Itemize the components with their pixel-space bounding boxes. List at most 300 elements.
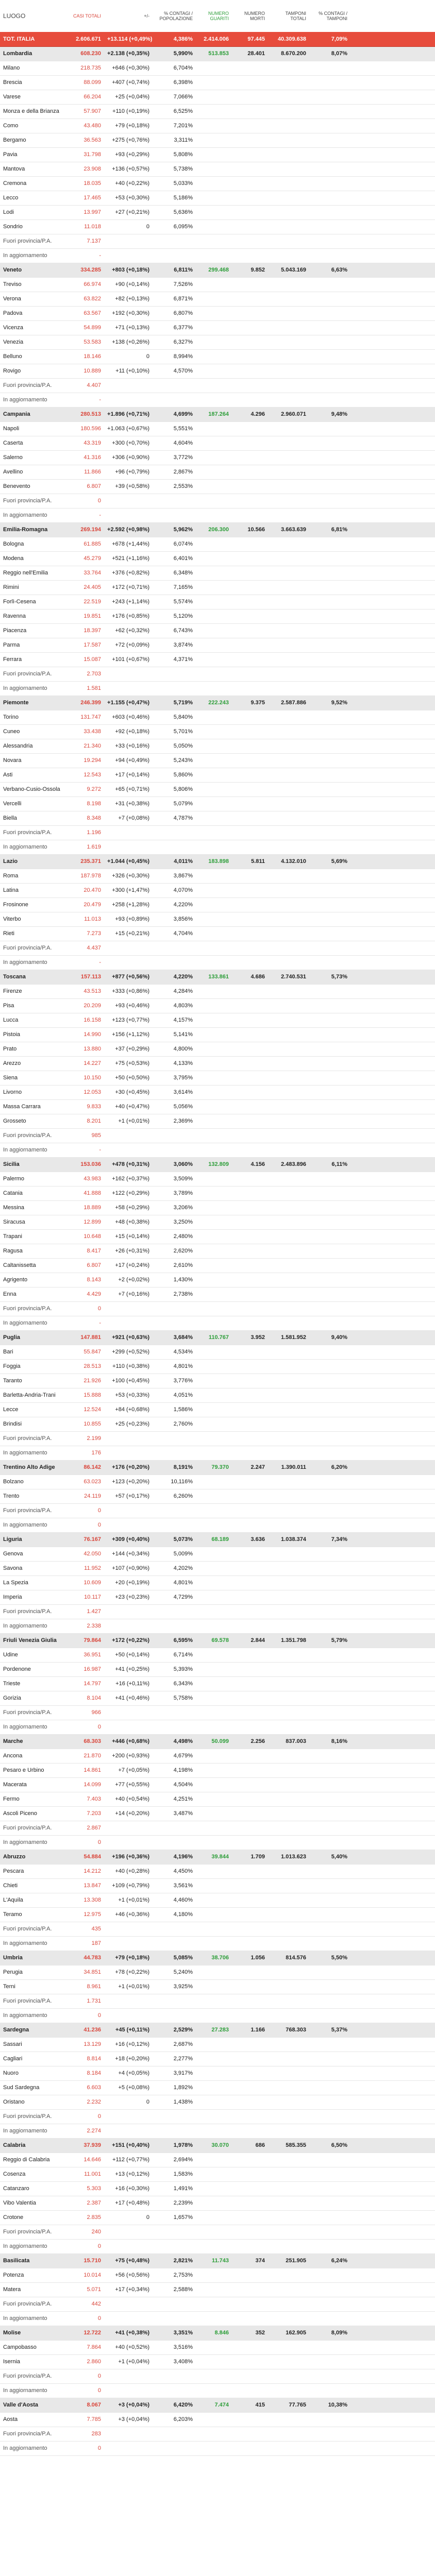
cell-contagi-popolazione bbox=[153, 1821, 196, 1835]
cell-contagi-tamponi bbox=[309, 2196, 350, 2210]
cell-morti bbox=[232, 364, 268, 378]
cell-luogo: In aggiornamento bbox=[0, 1720, 61, 1734]
cell-guariti bbox=[196, 320, 232, 335]
cell-guariti bbox=[196, 1143, 232, 1157]
table-row bbox=[0, 234, 435, 248]
table-row bbox=[0, 133, 435, 147]
cell-contagi-tamponi bbox=[309, 1503, 350, 1518]
cell-delta: +4 (+0,05%) bbox=[104, 2066, 153, 2080]
table-row bbox=[0, 292, 435, 306]
cell-empty bbox=[350, 1143, 396, 1157]
cell-empty bbox=[396, 1951, 435, 1965]
cell-contagi-tamponi bbox=[309, 277, 350, 292]
cell-guariti bbox=[196, 2181, 232, 2196]
cell-guariti bbox=[196, 508, 232, 522]
cell-luogo: Bologna bbox=[0, 537, 61, 551]
cell-luogo: TOT. ITALIA bbox=[0, 32, 61, 46]
cell-empty bbox=[396, 2412, 435, 2427]
cell-tamponi-totali: 585.355 bbox=[268, 2138, 309, 2153]
cell-empty bbox=[396, 1893, 435, 1907]
cell-guariti bbox=[196, 219, 232, 234]
cell-tamponi-totali bbox=[268, 652, 309, 667]
cell-casi-totali: 41.888 bbox=[61, 1186, 104, 1200]
cell-guariti bbox=[196, 1792, 232, 1806]
cell-morti bbox=[232, 1619, 268, 1633]
cell-casi-totali: 13.129 bbox=[61, 2037, 104, 2052]
cell-delta bbox=[104, 2124, 153, 2138]
cell-contagi-popolazione bbox=[153, 2008, 196, 2023]
cell-tamponi-totali: 40.309.638 bbox=[268, 32, 309, 46]
cell-luogo: L'Aquila bbox=[0, 1893, 61, 1907]
cell-tamponi-totali bbox=[268, 2340, 309, 2354]
cell-delta: +300 (+1,47%) bbox=[104, 883, 153, 897]
cell-luogo: Padova bbox=[0, 306, 61, 320]
region-row bbox=[0, 2023, 435, 2037]
cell-empty bbox=[350, 970, 396, 984]
cell-morti bbox=[232, 1907, 268, 1922]
cell-contagi-popolazione: 8,191% bbox=[153, 1460, 196, 1475]
cell-morti bbox=[232, 176, 268, 191]
cell-contagi-tamponi bbox=[309, 1301, 350, 1316]
cell-contagi-tamponi: 5,50% bbox=[309, 1951, 350, 1965]
cell-contagi-tamponi bbox=[309, 1691, 350, 1705]
cell-empty bbox=[350, 2210, 396, 2225]
cell-delta: +82 (+0,13%) bbox=[104, 292, 153, 306]
cell-contagi-tamponi bbox=[309, 2427, 350, 2441]
cell-empty bbox=[350, 349, 396, 364]
cell-contagi-tamponi bbox=[309, 1489, 350, 1503]
cell-morti bbox=[232, 277, 268, 292]
cell-guariti bbox=[196, 926, 232, 941]
cell-contagi-popolazione: 3,874% bbox=[153, 638, 196, 652]
cell-delta bbox=[104, 955, 153, 970]
cell-contagi-tamponi bbox=[309, 1128, 350, 1143]
cell-delta bbox=[104, 494, 153, 508]
cell-luogo: Modena bbox=[0, 551, 61, 566]
cell-casi-totali: 280.513 bbox=[61, 407, 104, 421]
cell-casi-totali: 15.888 bbox=[61, 1388, 104, 1402]
cell-tamponi-totali bbox=[268, 566, 309, 580]
table-row bbox=[0, 1965, 435, 1979]
cell-empty bbox=[396, 2441, 435, 2455]
cell-luogo: In aggiornamento bbox=[0, 2124, 61, 2138]
cell-delta: +1.896 (+0,71%) bbox=[104, 407, 153, 421]
cell-contagi-tamponi: 6,63% bbox=[309, 263, 350, 277]
region-row bbox=[0, 1330, 435, 1345]
cell-delta: +162 (+0,37%) bbox=[104, 1172, 153, 1186]
cell-guariti bbox=[196, 1056, 232, 1071]
cell-contagi-tamponi bbox=[309, 984, 350, 998]
cell-contagi-tamponi bbox=[309, 1186, 350, 1200]
cell-luogo: Rovigo bbox=[0, 364, 61, 378]
cell-empty bbox=[350, 421, 396, 436]
cell-guariti bbox=[196, 2109, 232, 2124]
cell-contagi-tamponi bbox=[309, 1446, 350, 1460]
cell-empty bbox=[396, 2311, 435, 2326]
cell-contagi-popolazione bbox=[153, 667, 196, 681]
cell-tamponi-totali bbox=[268, 1172, 309, 1186]
cell-contagi-tamponi bbox=[309, 1907, 350, 1922]
cell-empty bbox=[396, 2095, 435, 2109]
region-row bbox=[0, 696, 435, 710]
table-row bbox=[0, 1907, 435, 1922]
cell-guariti bbox=[196, 2282, 232, 2297]
cell-contagi-popolazione: 3,516% bbox=[153, 2340, 196, 2354]
cell-luogo: Sardegna bbox=[0, 2023, 61, 2037]
cell-tamponi-totali bbox=[268, 133, 309, 147]
cell-contagi-tamponi: 6,50% bbox=[309, 2138, 350, 2153]
cell-contagi-tamponi bbox=[309, 782, 350, 796]
cell-delta: 0 bbox=[104, 219, 153, 234]
cell-luogo: Lazio bbox=[0, 854, 61, 869]
cell-empty bbox=[396, 2138, 435, 2153]
cell-tamponi-totali bbox=[268, 479, 309, 494]
cell-contagi-tamponi bbox=[309, 219, 350, 234]
cell-luogo: Aosta bbox=[0, 2412, 61, 2427]
cell-guariti bbox=[196, 133, 232, 147]
cell-delta: +26 (+0,31%) bbox=[104, 1244, 153, 1258]
cell-empty bbox=[396, 1777, 435, 1792]
cell-delta: +101 (+0,67%) bbox=[104, 652, 153, 667]
cell-casi-totali: 435 bbox=[61, 1922, 104, 1936]
cell-empty bbox=[396, 1200, 435, 1215]
cell-guariti bbox=[196, 277, 232, 292]
cell-contagi-tamponi bbox=[309, 306, 350, 320]
cell-luogo: In aggiornamento bbox=[0, 1316, 61, 1330]
cell-empty bbox=[396, 1388, 435, 1402]
cell-morti bbox=[232, 1893, 268, 1907]
cell-empty bbox=[350, 2052, 396, 2066]
cell-contagi-popolazione: 4,180% bbox=[153, 1907, 196, 1922]
cell-luogo: Brindisi bbox=[0, 1417, 61, 1431]
cell-empty bbox=[396, 1547, 435, 1561]
cell-contagi-popolazione: 3,795% bbox=[153, 1071, 196, 1085]
cell-luogo: Livorno bbox=[0, 1085, 61, 1099]
cell-luogo: Avellino bbox=[0, 465, 61, 479]
cell-casi-totali: 240 bbox=[61, 2225, 104, 2239]
cell-empty bbox=[396, 2153, 435, 2167]
cell-luogo: Venezia bbox=[0, 335, 61, 349]
cell-casi-totali: 14.227 bbox=[61, 1056, 104, 1071]
cell-empty bbox=[350, 2297, 396, 2311]
cell-casi-totali: 2.860 bbox=[61, 2354, 104, 2369]
cell-contagi-popolazione bbox=[153, 1994, 196, 2008]
table-row bbox=[0, 436, 435, 450]
cell-contagi-popolazione: 4,679% bbox=[153, 1749, 196, 1763]
cell-contagi-popolazione: 5,990% bbox=[153, 46, 196, 61]
cell-casi-totali: 8.184 bbox=[61, 2066, 104, 2080]
cell-casi-totali: 53.583 bbox=[61, 335, 104, 349]
cell-guariti bbox=[196, 941, 232, 955]
cell-casi-totali: 55.847 bbox=[61, 1345, 104, 1359]
cell-delta: +112 (+0,77%) bbox=[104, 2153, 153, 2167]
cell-delta: +16 (+0,11%) bbox=[104, 1676, 153, 1691]
cell-guariti bbox=[196, 551, 232, 566]
cell-empty bbox=[350, 623, 396, 638]
cell-empty bbox=[350, 1850, 396, 1864]
cell-guariti bbox=[196, 1705, 232, 1720]
cell-delta: +13 (+0,12%) bbox=[104, 2167, 153, 2181]
cell-empty bbox=[350, 1085, 396, 1099]
cell-guariti bbox=[196, 2008, 232, 2023]
cell-tamponi-totali bbox=[268, 912, 309, 926]
cell-contagi-tamponi bbox=[309, 1099, 350, 1114]
table-header bbox=[0, 0, 435, 32]
table-row bbox=[0, 1590, 435, 1604]
cell-delta: +48 (+0,38%) bbox=[104, 1215, 153, 1229]
cell-casi-totali: 0 bbox=[61, 1720, 104, 1734]
cell-delta bbox=[104, 840, 153, 854]
cell-luogo: Trieste bbox=[0, 1676, 61, 1691]
cell-luogo: Genova bbox=[0, 1547, 61, 1561]
cell-morti bbox=[232, 234, 268, 248]
cell-contagi-tamponi bbox=[309, 508, 350, 522]
table-row bbox=[0, 1749, 435, 1763]
cell-delta: +478 (+0,31%) bbox=[104, 1157, 153, 1172]
cell-guariti bbox=[196, 1287, 232, 1301]
cell-morti bbox=[232, 2196, 268, 2210]
cell-tamponi-totali bbox=[268, 1186, 309, 1200]
table-row bbox=[0, 1922, 435, 1936]
table-row bbox=[0, 1301, 435, 1316]
region-row bbox=[0, 46, 435, 61]
cell-contagi-tamponi bbox=[309, 2153, 350, 2167]
cell-morti bbox=[232, 1085, 268, 1099]
cell-empty bbox=[396, 205, 435, 219]
region-row bbox=[0, 1157, 435, 1172]
cell-morti bbox=[232, 782, 268, 796]
cell-contagi-popolazione: 3,789% bbox=[153, 1186, 196, 1200]
cell-empty bbox=[350, 465, 396, 479]
cell-tamponi-totali bbox=[268, 1417, 309, 1431]
cell-morti bbox=[232, 1475, 268, 1489]
cell-contagi-popolazione bbox=[153, 2239, 196, 2253]
cell-empty bbox=[396, 796, 435, 811]
cell-guariti bbox=[196, 811, 232, 825]
cell-guariti bbox=[196, 1965, 232, 1979]
cell-morti bbox=[232, 2109, 268, 2124]
cell-luogo: Fuori provincia/P.A. bbox=[0, 1821, 61, 1835]
table-row bbox=[0, 2354, 435, 2369]
cell-casi-totali: 0 bbox=[61, 2369, 104, 2383]
cell-empty bbox=[396, 1431, 435, 1446]
cell-contagi-popolazione: 3,867% bbox=[153, 869, 196, 883]
cell-empty bbox=[396, 46, 435, 61]
cell-empty bbox=[350, 652, 396, 667]
cell-contagi-tamponi: 6,20% bbox=[309, 1460, 350, 1475]
cell-delta: +258 (+1,28%) bbox=[104, 897, 153, 912]
cell-contagi-popolazione: 7,165% bbox=[153, 580, 196, 595]
cell-contagi-tamponi bbox=[309, 941, 350, 955]
cell-casi-totali: 36.563 bbox=[61, 133, 104, 147]
cell-guariti bbox=[196, 739, 232, 753]
cell-guariti bbox=[196, 566, 232, 580]
cell-empty bbox=[350, 782, 396, 796]
cell-contagi-popolazione: 4,460% bbox=[153, 1893, 196, 1907]
cell-morti bbox=[232, 941, 268, 955]
cell-contagi-popolazione: 6,095% bbox=[153, 219, 196, 234]
table-row bbox=[0, 2210, 435, 2225]
cell-tamponi-totali: 2.483.896 bbox=[268, 1157, 309, 1172]
cell-delta: +2.138 (+0,35%) bbox=[104, 46, 153, 61]
cell-delta: +50 (+0,14%) bbox=[104, 1648, 153, 1662]
cell-tamponi-totali bbox=[268, 580, 309, 595]
cell-empty bbox=[396, 869, 435, 883]
cell-casi-totali: 22.519 bbox=[61, 595, 104, 609]
cell-contagi-tamponi: 5,37% bbox=[309, 2023, 350, 2037]
cell-contagi-tamponi bbox=[309, 1619, 350, 1633]
table-row bbox=[0, 1027, 435, 1042]
cell-delta bbox=[104, 1503, 153, 1518]
cell-guariti: 133.861 bbox=[196, 970, 232, 984]
cell-delta: +1.155 (+0,47%) bbox=[104, 696, 153, 710]
cell-empty bbox=[396, 970, 435, 984]
cell-contagi-tamponi bbox=[309, 378, 350, 393]
cell-delta bbox=[104, 1446, 153, 1460]
cell-luogo: Fermo bbox=[0, 1792, 61, 1806]
cell-luogo: Bolzano bbox=[0, 1475, 61, 1489]
cell-contagi-popolazione: 6,807% bbox=[153, 306, 196, 320]
cell-contagi-popolazione: 2,620% bbox=[153, 1244, 196, 1258]
cell-tamponi-totali bbox=[268, 638, 309, 652]
cell-empty bbox=[396, 1071, 435, 1085]
cell-empty bbox=[396, 522, 435, 537]
cell-tamponi-totali bbox=[268, 796, 309, 811]
cell-tamponi-totali: 2.587.886 bbox=[268, 696, 309, 710]
cell-contagi-tamponi bbox=[309, 2080, 350, 2095]
cell-tamponi-totali bbox=[268, 320, 309, 335]
cell-morti bbox=[232, 1864, 268, 1878]
cell-empty bbox=[350, 494, 396, 508]
cell-empty bbox=[350, 883, 396, 897]
cell-tamponi-totali bbox=[268, 1979, 309, 1994]
table-row bbox=[0, 1561, 435, 1575]
cell-luogo: Foggia bbox=[0, 1359, 61, 1374]
region-row bbox=[0, 854, 435, 869]
cell-empty bbox=[350, 710, 396, 724]
cell-empty bbox=[396, 292, 435, 306]
cell-luogo: Lecco bbox=[0, 191, 61, 205]
cell-delta: +41 (+0,46%) bbox=[104, 1691, 153, 1705]
cell-empty bbox=[396, 1301, 435, 1316]
cell-luogo: Como bbox=[0, 118, 61, 133]
cell-empty bbox=[350, 263, 396, 277]
cell-empty bbox=[396, 1143, 435, 1157]
cell-tamponi-totali bbox=[268, 998, 309, 1013]
cell-empty bbox=[350, 1590, 396, 1604]
cell-casi-totali: 17.587 bbox=[61, 638, 104, 652]
cell-guariti bbox=[196, 1547, 232, 1561]
cell-casi-totali: 63.023 bbox=[61, 1475, 104, 1489]
cell-empty bbox=[350, 1489, 396, 1503]
cell-morti bbox=[232, 1936, 268, 1951]
cell-contagi-popolazione: 6,743% bbox=[153, 623, 196, 638]
cell-contagi-popolazione: 2,738% bbox=[153, 1287, 196, 1301]
cell-morti bbox=[232, 191, 268, 205]
header-empty-2 bbox=[396, 0, 435, 32]
table-row bbox=[0, 1619, 435, 1633]
cell-morti bbox=[232, 2124, 268, 2138]
cell-casi-totali: 218.735 bbox=[61, 61, 104, 75]
cell-empty bbox=[396, 2326, 435, 2340]
cell-empty bbox=[396, 998, 435, 1013]
cell-empty bbox=[350, 1475, 396, 1489]
cell-guariti bbox=[196, 1835, 232, 1850]
table-row bbox=[0, 118, 435, 133]
cell-casi-totali: 12.975 bbox=[61, 1907, 104, 1922]
table-row bbox=[0, 1806, 435, 1821]
cell-morti bbox=[232, 2354, 268, 2369]
cell-empty bbox=[350, 1691, 396, 1705]
cell-delta bbox=[104, 941, 153, 955]
cell-morti bbox=[232, 1604, 268, 1619]
cell-tamponi-totali bbox=[268, 1720, 309, 1734]
cell-contagi-tamponi bbox=[309, 1864, 350, 1878]
cell-contagi-tamponi bbox=[309, 2066, 350, 2080]
cell-empty bbox=[350, 104, 396, 118]
cell-empty bbox=[396, 1633, 435, 1648]
cell-morti bbox=[232, 1503, 268, 1518]
cell-contagi-tamponi bbox=[309, 2412, 350, 2427]
cell-luogo: Palermo bbox=[0, 1172, 61, 1186]
cell-contagi-tamponi bbox=[309, 335, 350, 349]
cell-guariti bbox=[196, 2354, 232, 2369]
cell-contagi-tamponi bbox=[309, 147, 350, 162]
cell-tamponi-totali bbox=[268, 1085, 309, 1099]
cell-morti bbox=[232, 1402, 268, 1417]
cell-luogo: In aggiornamento bbox=[0, 1619, 61, 1633]
cell-morti bbox=[232, 998, 268, 1013]
cell-empty bbox=[350, 1114, 396, 1128]
cell-tamponi-totali bbox=[268, 623, 309, 638]
header-casi-totali: CASI TOTALI bbox=[61, 0, 104, 32]
cell-contagi-tamponi: 6,11% bbox=[309, 1157, 350, 1172]
cell-delta: 0 bbox=[104, 349, 153, 364]
cell-contagi-tamponi bbox=[309, 912, 350, 926]
cell-casi-totali: 14.646 bbox=[61, 2153, 104, 2167]
cell-contagi-popolazione: 2,867% bbox=[153, 465, 196, 479]
cell-contagi-tamponi bbox=[309, 1359, 350, 1374]
table-row bbox=[0, 1691, 435, 1705]
cell-morti bbox=[232, 2052, 268, 2066]
cell-empty bbox=[396, 753, 435, 768]
region-row bbox=[0, 407, 435, 421]
cell-casi-totali: 246.399 bbox=[61, 696, 104, 710]
cell-tamponi-totali bbox=[268, 739, 309, 753]
cell-luogo: Siena bbox=[0, 1071, 61, 1085]
cell-delta: +31 (+0,38%) bbox=[104, 796, 153, 811]
cell-tamponi-totali bbox=[268, 349, 309, 364]
cell-contagi-tamponi bbox=[309, 1172, 350, 1186]
cell-tamponi-totali bbox=[268, 2080, 309, 2095]
cell-empty bbox=[396, 2066, 435, 2080]
cell-tamponi-totali: 814.576 bbox=[268, 1951, 309, 1965]
cell-casi-totali: 985 bbox=[61, 1128, 104, 1143]
cell-empty bbox=[396, 1561, 435, 1575]
cell-empty bbox=[396, 2253, 435, 2268]
table-row bbox=[0, 537, 435, 551]
cell-contagi-popolazione: 3,684% bbox=[153, 1330, 196, 1345]
cell-contagi-popolazione: 4,801% bbox=[153, 1575, 196, 1590]
cell-contagi-popolazione: 3,925% bbox=[153, 1979, 196, 1994]
cell-luogo: Caltanissetta bbox=[0, 1258, 61, 1273]
cell-tamponi-totali bbox=[268, 176, 309, 191]
cell-contagi-tamponi bbox=[309, 739, 350, 753]
cell-casi-totali: 20.479 bbox=[61, 897, 104, 912]
cell-tamponi-totali bbox=[268, 436, 309, 450]
cell-casi-totali: 31.798 bbox=[61, 147, 104, 162]
cell-morti bbox=[232, 1662, 268, 1676]
